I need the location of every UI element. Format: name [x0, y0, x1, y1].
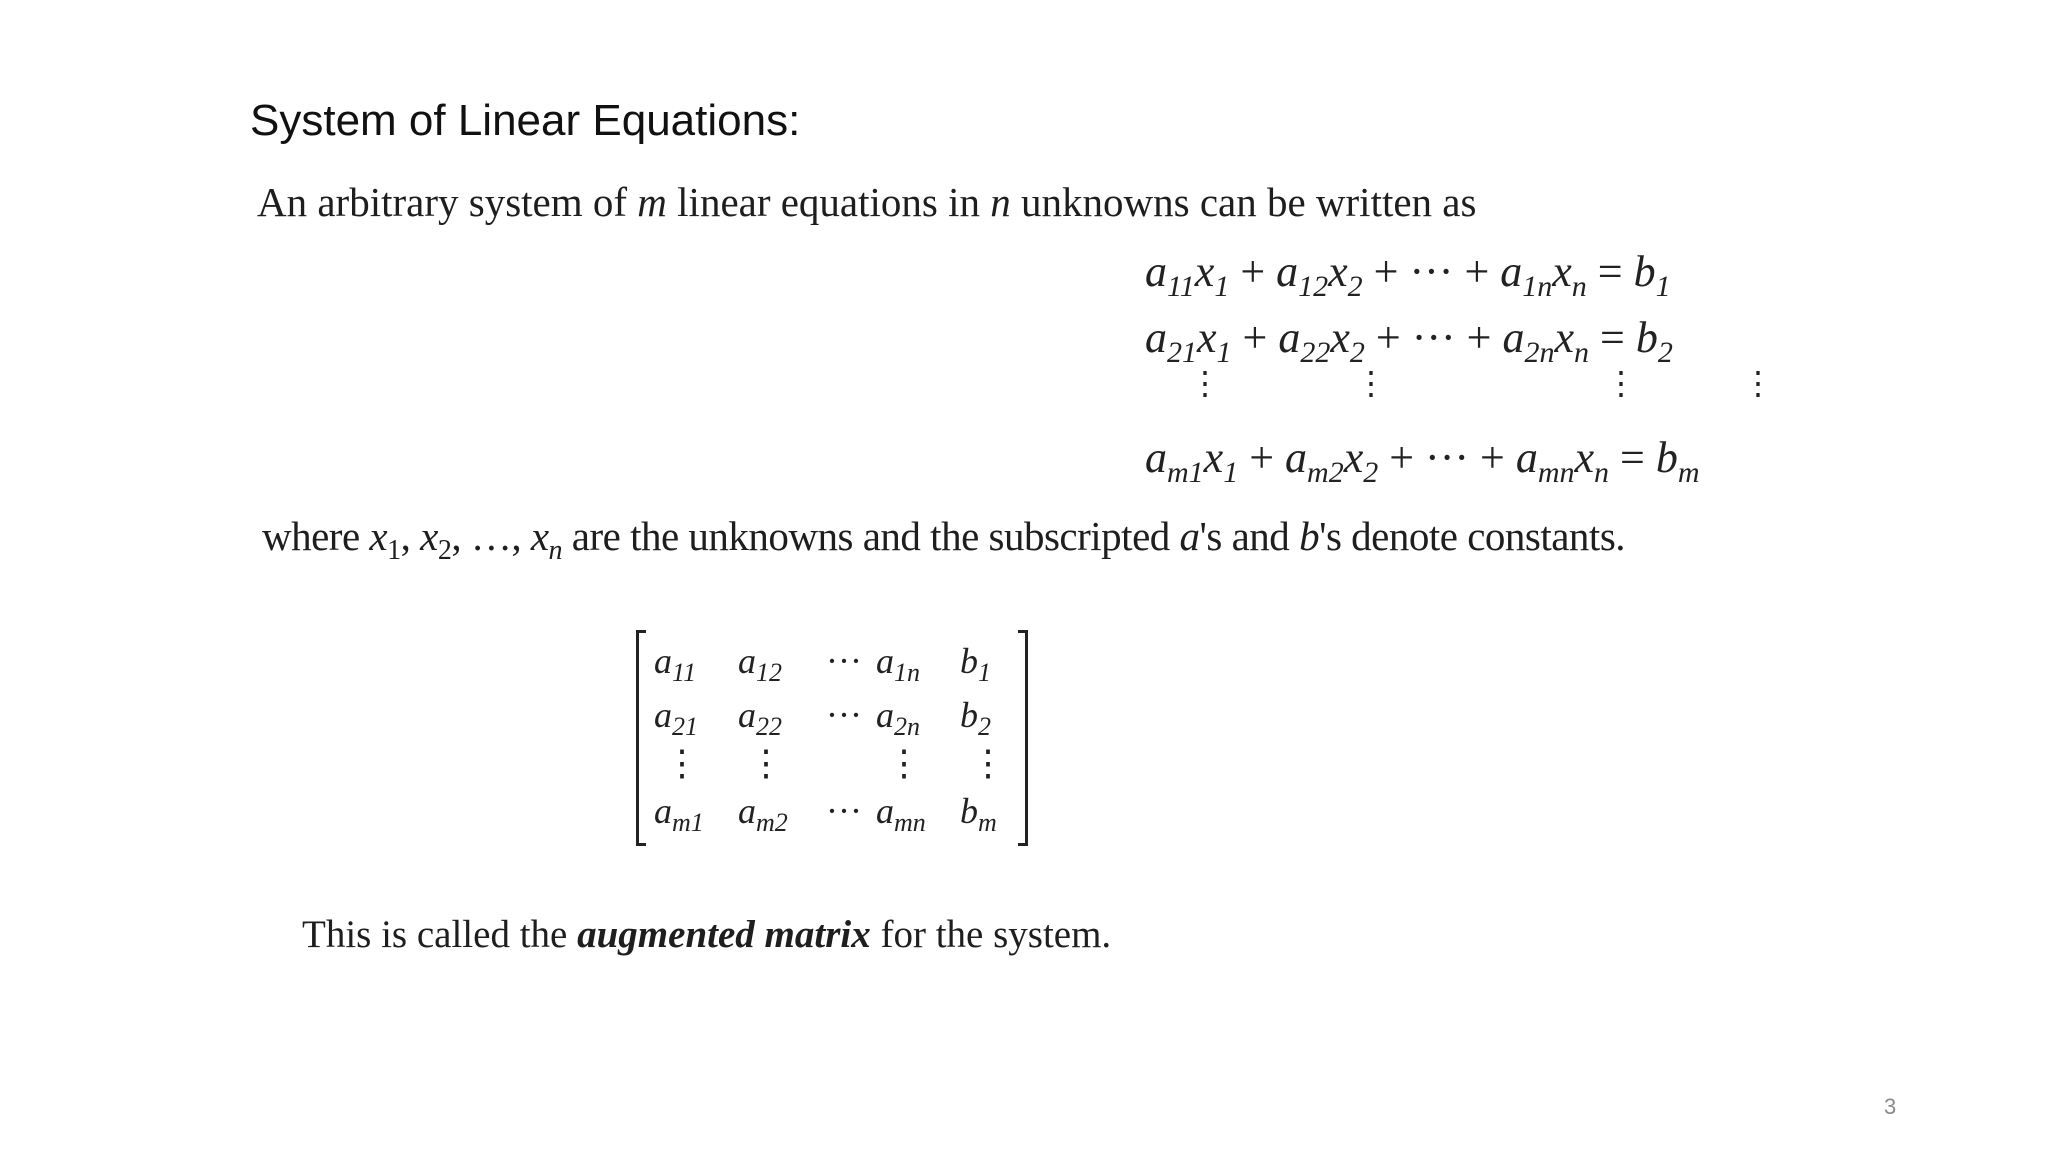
- matrix-cell: $a_{21}$: [654, 695, 698, 742]
- matrix-row-1: [654, 640, 1014, 688]
- vdots-col-2: ⋮: [1355, 365, 1387, 401]
- matrix-cell: $a_{12}$: [738, 641, 782, 688]
- equation-row-2: $a_{21}x_1 + a_{22}x_2$ + ··· + $a_{2n}x_n = b_2$: [1145, 313, 1673, 369]
- matrix-right-bracket: [1018, 630, 1028, 846]
- matrix-cell: $a_{22}$: [738, 695, 782, 742]
- slide-title: System of Linear Equations:: [250, 96, 801, 145]
- matrix-cell: ···: [826, 695, 862, 735]
- matrix-cell: $a_{2n}$: [876, 695, 920, 742]
- matrix-cell: ···: [826, 791, 862, 831]
- intro-sentence: [257, 178, 1476, 226]
- matrix-cell: $a_{mn}$: [876, 791, 926, 838]
- intro-text-2: linear equations in: [666, 179, 991, 225]
- matrix-cell: ⋮: [886, 743, 922, 783]
- matrix-left-bracket: [636, 630, 646, 846]
- equation-row-1: $a_{11}x_1 + a_{12}x_2$ + ··· + $a_{1n}x_n = b_1$: [1145, 247, 1671, 303]
- matrix-cell: ···: [826, 641, 862, 681]
- augmented-matrix-term: augmented matrix: [577, 913, 871, 956]
- intro-text-1: An arbitrary system of: [257, 179, 638, 225]
- matrix-row-vdots: [654, 742, 1014, 786]
- matrix-cell: ⋮: [748, 743, 784, 783]
- vdots-col-3: ⋮: [1605, 365, 1637, 401]
- equation-row-m: $a_{m1}x_1 + a_{m2}x_2$ + ··· + $a_{mn}x_n = b_m$: [1145, 433, 1700, 489]
- matrix-cell: $a_{11}$: [654, 641, 697, 688]
- matrix-cell: ⋮: [970, 743, 1006, 783]
- intro-var-m: m: [637, 179, 667, 225]
- matrix-cell: $b_m$: [960, 791, 997, 838]
- intro-text-3: unknowns can be written as: [1010, 179, 1477, 225]
- matrix-cell: ⋮: [664, 743, 700, 783]
- matrix-cell: $b_1$: [960, 641, 991, 688]
- matrix-cell: $a_{m1}$: [654, 791, 704, 838]
- page-number: 3: [1884, 1094, 1897, 1119]
- matrix-cell: $b_2$: [960, 695, 991, 742]
- intro-var-n: n: [990, 179, 1011, 225]
- augmented-matrix: [636, 630, 1028, 846]
- vdots-col-4: ⋮: [1742, 365, 1774, 401]
- equation-system: [1145, 246, 1805, 496]
- matrix-cell: $a_{1n}$: [876, 641, 920, 688]
- where-sentence: where $x_1$, $x_2$, …, $x_n$ are the unknowns and the subscripted a's and b's denote constants.: [262, 513, 1626, 567]
- matrix-cell: $a_{m2}$: [738, 791, 788, 838]
- matrix-row-2: [654, 694, 1014, 742]
- matrix-row-m: [654, 790, 1014, 838]
- conclusion-sentence: This is called the augmented matrix for the system.: [302, 913, 1112, 956]
- vdots-col-1: ⋮: [1189, 365, 1221, 401]
